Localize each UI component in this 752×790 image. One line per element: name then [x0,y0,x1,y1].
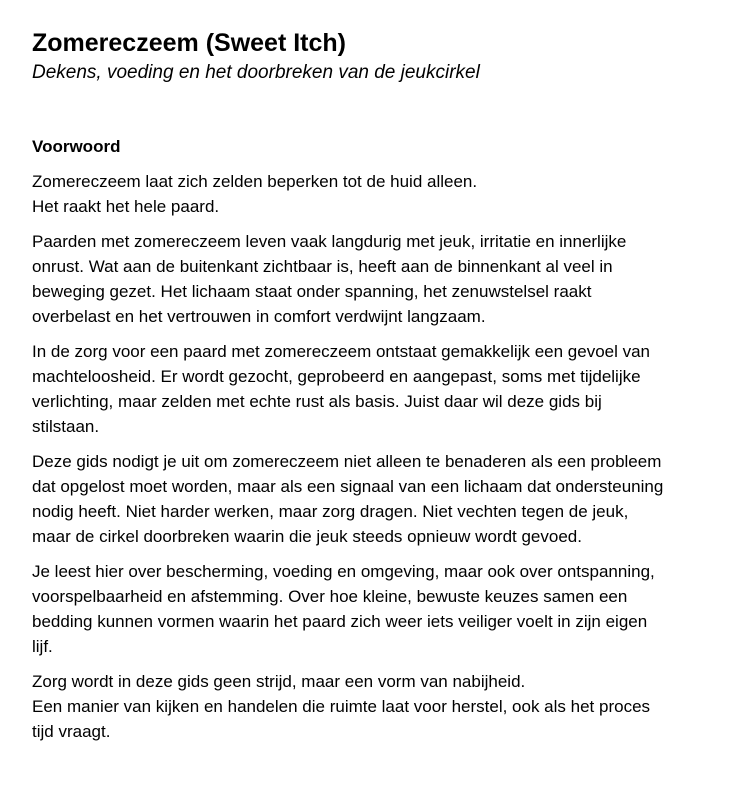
paragraph-line: Paarden met zomereczeem leven vaak langdurig met jeuk, irritatie en innerlijke [32,232,627,251]
document-subtitle: Dekens, voeding en het doorbreken van de jeukcirkel [32,62,480,83]
paragraph-line: Het raakt het hele paard. [32,197,220,216]
paragraph-2 [32,229,732,329]
paragraph-line: stilstaan. [32,417,100,436]
paragraph-line: In de zorg voor een paard met zomereczeem ontstaat gemakkelijk een gevoel van [32,342,651,361]
paragraph-line: nodig heeft. Niet harder werken, maar zorg dragen. Niet vechten tegen de jeuk, [32,502,629,521]
paragraph-line: verlichting, maar zelden met echte rust als basis. Juist daar wil deze gids bij [32,392,602,411]
document-title: Zomereczeem (Sweet Itch) [32,29,346,57]
paragraph-line: dat opgelost moet worden, maar als een signaal van een lichaam dat ondersteuning [32,477,664,496]
paragraph-line: Deze gids nodigt je uit om zomereczeem niet alleen te benaderen als een probleem [32,452,662,471]
paragraph-line: bedding kunnen vormen waarin het paard zich weer iets veiliger voelt in zijn eigen [32,612,648,631]
paragraph-line: Een manier van kijken en handelen die ruimte laat voor herstel, ook als het proces [32,697,651,716]
paragraph-line: overbelast en het vertrouwen in comfort verdwijnt langzaam. [32,307,486,326]
paragraph-line: onrust. Wat aan de buitenkant zichtbaar is, heeft aan de binnenkant al veel in [32,257,613,276]
paragraph-6 [32,669,732,744]
paragraph-4 [32,449,732,549]
paragraph-line: Je leest hier over bescherming, voeding en omgeving, maar ook over ontspanning, [32,562,655,581]
paragraph-line: lijf. [32,637,53,656]
document-page [32,0,732,744]
paragraph-1 [32,169,732,219]
section-heading: Voorwoord [32,137,121,156]
paragraph-line: machteloosheid. Er wordt gezocht, geprobeerd en aangepast, soms met tijdelijke [32,367,641,386]
paragraph-line: voorspelbaarheid en afstemming. Over hoe kleine, bewuste keuzes samen een [32,587,628,606]
paragraph-line: Zomereczeem laat zich zelden beperken tot de huid alleen. [32,172,478,191]
paragraph-line: maar de cirkel doorbreken waarin die jeuk steeds opnieuw wordt gevoed. [32,527,582,546]
paragraph-3 [32,339,732,439]
paragraph-line: beweging gezet. Het lichaam staat onder spanning, het zenuwstelsel raakt [32,282,592,301]
paragraph-line: tijd vraagt. [32,722,111,741]
paragraph-line: Zorg wordt in deze gids geen strijd, maar een vorm van nabijheid. [32,672,526,691]
paragraph-5 [32,559,732,659]
